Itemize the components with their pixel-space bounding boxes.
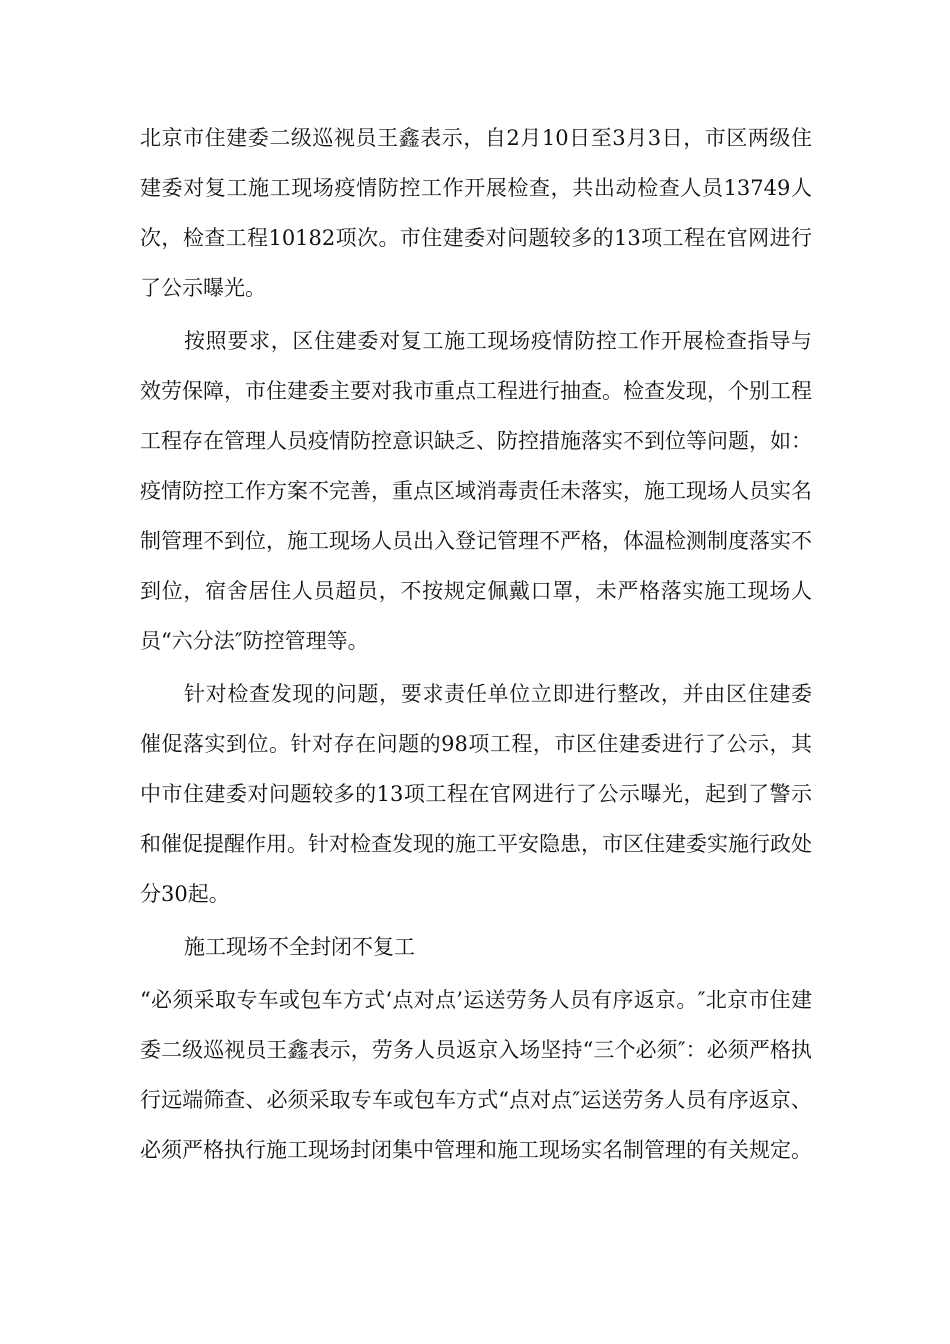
document-body <box>140 113 812 1175</box>
section-heading: 施工现场不全封闭不复工 <box>184 935 415 959</box>
paragraph-worker-return: “必须采取专车或包车方式‘点对点’运送劳务人员有序返京。″北京市住建委二级巡视员王鑫表示，劳务人员返京入场坚持“三个必须″：必须严格执行远端筛查、必须采取专车或包车方式“点对点″运送劳务人员有序返京、必须严格执行施工现场封闭集中管理和施工现场实名制管理的有关规定。 <box>140 988 812 1162</box>
paragraph-rectification: 针对检查发现的问题，要求责任单位立即进行整改，并由区住建委催促落实到位。针对存在问题的98项工程，市区住建委进行了公示，其中市住建委对问题较多的13项工程在官网进行了公示曝光，起到了警示和催促提醒作用。针对检查发现的施工平安隐患，市区住建委实施行政处分30起。 <box>140 682 812 906</box>
paragraph-inspection-findings: 按照要求，区住建委对复工施工现场疫情防控工作开展检查指导与效劳保障，市住建委主要对我市重点工程进行抽查。检查发现，个别工程工程存在管理人员疫情防控意识缺乏、防控措施落实不到位等问题，如：疫情防控工作方案不完善，重点区域消毒责任未落实，施工现场人员实名制管理不到位，施工现场人员出入登记管理不严格，体温检测制度落实不到位，宿舍居住人员超员，不按规定佩戴口罩，未严格落实施工现场人员“六分法″防控管理等。 <box>140 329 812 653</box>
paragraph-inspection-summary: 北京市住建委二级巡视员王鑫表示，自2月10日至3月3日，市区两级住建委对复工施工现场疫情防控工作开展检查，共出动检查人员13749人次，检查工程10182项次。市住建委对问题较多的13项工程在官网进行了公示曝光。 <box>140 126 812 300</box>
